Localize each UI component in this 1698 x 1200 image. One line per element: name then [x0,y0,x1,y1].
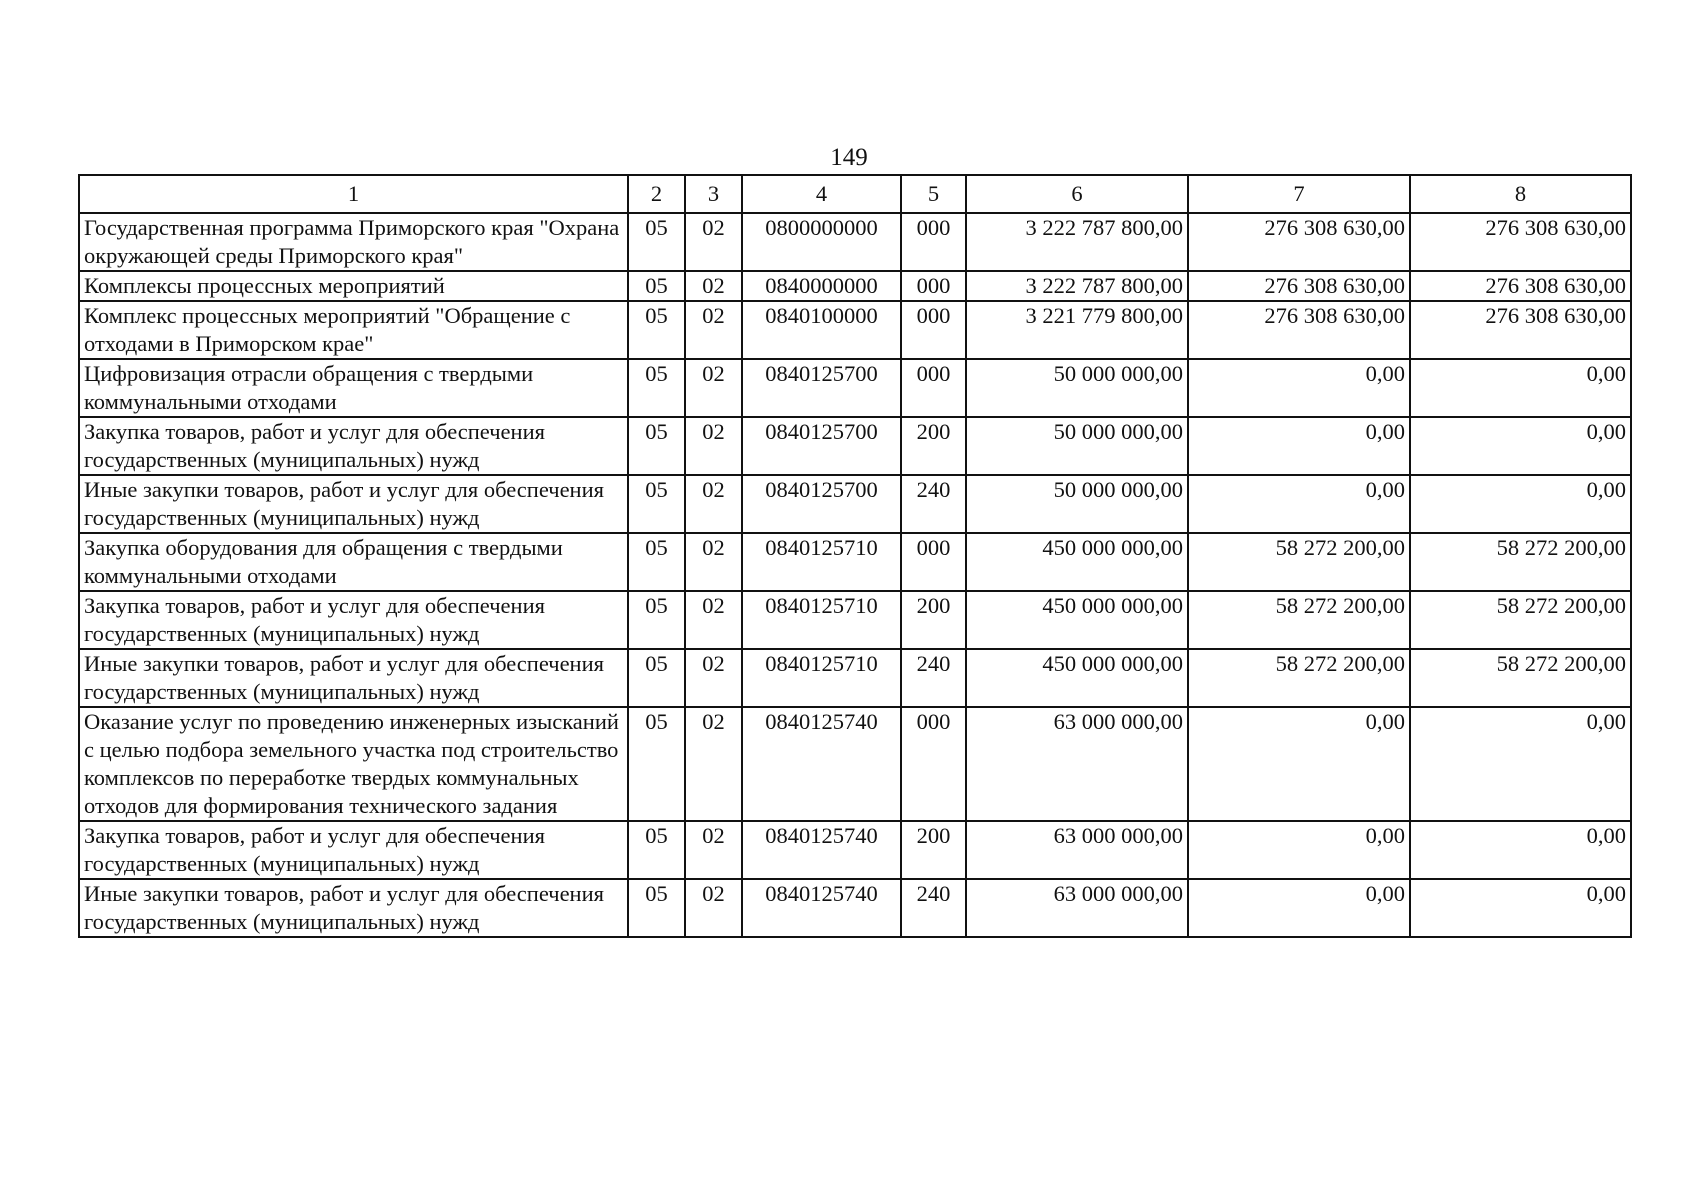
subsection-code: 02 [685,707,742,821]
amount-col6: 3 222 787 800,00 [966,271,1188,301]
amount-col7: 0,00 [1188,359,1410,417]
amount-col8: 276 308 630,00 [1410,301,1631,359]
section-code: 05 [628,475,685,533]
amount-col6: 450 000 000,00 [966,649,1188,707]
expense-type-code: 000 [901,271,966,301]
amount-col6: 50 000 000,00 [966,475,1188,533]
budget-table [78,174,1632,938]
expense-type-code: 200 [901,591,966,649]
expense-type-code: 000 [901,359,966,417]
target-item-code: 0840125710 [742,649,901,707]
section-code: 05 [628,533,685,591]
amount-col6: 63 000 000,00 [966,879,1188,937]
target-item-code: 0840125740 [742,707,901,821]
amount-col6: 3 222 787 800,00 [966,213,1188,271]
column-header: 7 [1188,175,1410,213]
subsection-code: 02 [685,359,742,417]
section-code: 05 [628,591,685,649]
section-code: 05 [628,879,685,937]
amount-col8: 0,00 [1410,359,1631,417]
target-item-code: 0840125710 [742,533,901,591]
column-number-header [79,175,1631,213]
target-item-code: 0840125710 [742,591,901,649]
amount-col7: 58 272 200,00 [1188,591,1410,649]
column-header: 1 [79,175,628,213]
expense-type-code: 000 [901,213,966,271]
amount-col7: 276 308 630,00 [1188,213,1410,271]
amount-col8: 58 272 200,00 [1410,533,1631,591]
table-row [79,271,1631,301]
row-name: Закупка товаров, работ и услуг для обеспечения государственных (муниципальных) нужд [79,591,628,649]
subsection-code: 02 [685,879,742,937]
amount-col6: 63 000 000,00 [966,707,1188,821]
target-item-code: 0840100000 [742,301,901,359]
subsection-code: 02 [685,213,742,271]
expense-type-code: 240 [901,879,966,937]
subsection-code: 02 [685,301,742,359]
expense-type-code: 000 [901,301,966,359]
section-code: 05 [628,417,685,475]
target-item-code: 0840125740 [742,821,901,879]
amount-col7: 0,00 [1188,707,1410,821]
amount-col6: 50 000 000,00 [966,359,1188,417]
row-name: Государственная программа Приморского края "Охрана окружающей среды Приморского края" [79,213,628,271]
amount-col8: 276 308 630,00 [1410,213,1631,271]
amount-col6: 63 000 000,00 [966,821,1188,879]
amount-col8: 0,00 [1410,475,1631,533]
column-header: 3 [685,175,742,213]
table-row [79,213,1631,271]
row-name: Иные закупки товаров, работ и услуг для обеспечения государственных (муниципальных) нужд [79,879,628,937]
row-name: Закупка товаров, работ и услуг для обеспечения государственных (муниципальных) нужд [79,821,628,879]
expense-type-code: 000 [901,707,966,821]
target-item-code: 0840125700 [742,417,901,475]
table-row [79,649,1631,707]
table-row [79,591,1631,649]
amount-col8: 0,00 [1410,821,1631,879]
amount-col7: 0,00 [1188,879,1410,937]
table-row [79,301,1631,359]
amount-col7: 0,00 [1188,821,1410,879]
section-code: 05 [628,271,685,301]
table-row [79,417,1631,475]
subsection-code: 02 [685,649,742,707]
expense-type-code: 000 [901,533,966,591]
section-code: 05 [628,707,685,821]
row-name: Закупка товаров, работ и услуг для обеспечения государственных (муниципальных) нужд [79,417,628,475]
amount-col7: 276 308 630,00 [1188,301,1410,359]
amount-col6: 450 000 000,00 [966,591,1188,649]
row-name: Закупка оборудования для обращения с твердыми коммунальными отходами [79,533,628,591]
expense-type-code: 200 [901,821,966,879]
amount-col8: 58 272 200,00 [1410,591,1631,649]
subsection-code: 02 [685,533,742,591]
row-name: Комплекс процессных мероприятий "Обращение с отходами в Приморском крае" [79,301,628,359]
expense-type-code: 200 [901,417,966,475]
subsection-code: 02 [685,417,742,475]
target-item-code: 0840125700 [742,475,901,533]
page-number: 149 [830,144,868,171]
row-name: Оказание услуг по проведению инженерных изысканий с целью подбора земельного участка под строительство комплексов по переработке твердых коммунальных отходов для формирования технического задания [79,707,628,821]
column-header: 8 [1410,175,1631,213]
subsection-code: 02 [685,475,742,533]
amount-col8: 58 272 200,00 [1410,649,1631,707]
row-name: Иные закупки товаров, работ и услуг для обеспечения государственных (муниципальных) нужд [79,475,628,533]
column-header: 2 [628,175,685,213]
amount-col7: 0,00 [1188,417,1410,475]
subsection-code: 02 [685,591,742,649]
amount-col6: 450 000 000,00 [966,533,1188,591]
subsection-code: 02 [685,271,742,301]
table-row [79,821,1631,879]
amount-col7: 58 272 200,00 [1188,649,1410,707]
column-header: 6 [966,175,1188,213]
amount-col8: 0,00 [1410,879,1631,937]
row-name: Иные закупки товаров, работ и услуг для обеспечения государственных (муниципальных) нужд [79,649,628,707]
column-header: 5 [901,175,966,213]
table-row [79,359,1631,417]
column-header: 4 [742,175,901,213]
subsection-code: 02 [685,821,742,879]
section-code: 05 [628,301,685,359]
table-row [79,475,1631,533]
amount-col6: 50 000 000,00 [966,417,1188,475]
amount-col8: 276 308 630,00 [1410,271,1631,301]
row-name: Цифровизация отрасли обращения с твердыми коммунальными отходами [79,359,628,417]
section-code: 05 [628,821,685,879]
target-item-code: 0840125740 [742,879,901,937]
amount-col8: 0,00 [1410,707,1631,821]
amount-col7: 0,00 [1188,475,1410,533]
row-name: Комплексы процессных мероприятий [79,271,628,301]
amount-col8: 0,00 [1410,417,1631,475]
expense-type-code: 240 [901,649,966,707]
target-item-code: 0800000000 [742,213,901,271]
amount-col6: 3 221 779 800,00 [966,301,1188,359]
amount-col7: 276 308 630,00 [1188,271,1410,301]
amount-col7: 58 272 200,00 [1188,533,1410,591]
section-code: 05 [628,359,685,417]
target-item-code: 0840125700 [742,359,901,417]
target-item-code: 0840000000 [742,271,901,301]
expense-type-code: 240 [901,475,966,533]
section-code: 05 [628,649,685,707]
table-row [79,707,1631,821]
table-row [79,533,1631,591]
table-row [79,879,1631,937]
section-code: 05 [628,213,685,271]
